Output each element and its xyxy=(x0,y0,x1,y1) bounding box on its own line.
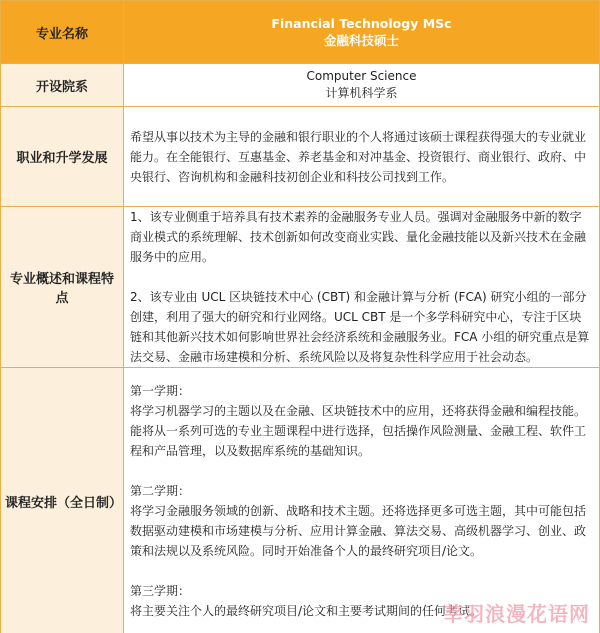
overview-row xyxy=(1,207,600,368)
career-label: 职业和升学发展 xyxy=(1,107,124,207)
career-text: 希望从事以技术为主导的金融和银行职业的个人将通过该硕士课程获得强大的专业就业能力。在全能银行、互惠基金、养老基金和对冲基金、投资银行、商业银行、政府、中央银行、咨询机构和金融科技初创企业和科技公司找到工作。 xyxy=(124,107,600,207)
program-name-label: 专业名称 xyxy=(1,1,124,64)
watermark: 莘羽浪漫花语网 xyxy=(443,602,590,626)
department-label: 开设院系 xyxy=(1,64,124,107)
overview-para-1: 1、该专业侧重于培养具有技术素养的金融服务专业人员。强调对金融服务中新的数字商业模式的系统理解、技术创新如何改变商业实践、量化金融技能以及新兴技术在金融服务中的应用。 xyxy=(130,210,587,264)
curriculum-row xyxy=(1,368,600,633)
overview-text xyxy=(124,207,600,368)
program-name-value xyxy=(124,1,600,64)
overview-label: 专业概述和课程特点 xyxy=(1,207,124,368)
department-value xyxy=(124,64,600,107)
term1-text: 将学习机器学习的主题以及在金融、区块链技术中的应用，还将获得金融和编程技能。能将从一系列可选的专业主题课程中进行选择，包括操作风险测量、金融工程、软件工程和产品管理，以及数据库系统的基础知识。 xyxy=(130,404,587,458)
curriculum-text xyxy=(124,368,600,633)
program-title-zh: 金融科技硕士 xyxy=(323,33,399,48)
overview-para-2: 2、该专业由 UCL 区块链技术中心 (CBT) 和金融计算与分析 (FCA) 研究小组的一部分创建，利用了强大的研究和行业网络。UCL CBT 是一个多学科研究中心，专注于区块链和其他新兴技术如何影响世界社会经济系统和金融服务业。FCA 小组的研究重点是算法交易、金融市场建模和分析、系统风险以及将复杂性科学应用于社会动态。 xyxy=(130,290,590,364)
term3-text: 将主要关注个人的最终研究项目/论文和主要考试期间的任何考试。 xyxy=(130,604,483,618)
curriculum-label: 课程安排（全日制） xyxy=(1,368,124,633)
program-title-en: Financial Technology MSc xyxy=(271,16,452,31)
term2-text: 将学习金融服务领域的创新、战略和技术主题。还将选择更多可选主题，其中可能包括数据驱动建模和市场建模与分析、应用计算金融、算法交易、高级机器学习、创业、政策和法规以及系统风险。同时开始准备个人的最终研究项目/论文。 xyxy=(130,504,587,558)
department-row xyxy=(1,64,600,107)
department-zh: 计算机科学系 xyxy=(325,86,398,100)
term2-title: 第二学期： xyxy=(130,484,191,498)
program-name-row xyxy=(1,1,600,64)
department-en: Computer Science xyxy=(306,69,417,83)
term1-title: 第一学期： xyxy=(130,384,191,398)
career-row xyxy=(1,107,600,207)
term3-title: 第三学期： xyxy=(130,584,191,598)
